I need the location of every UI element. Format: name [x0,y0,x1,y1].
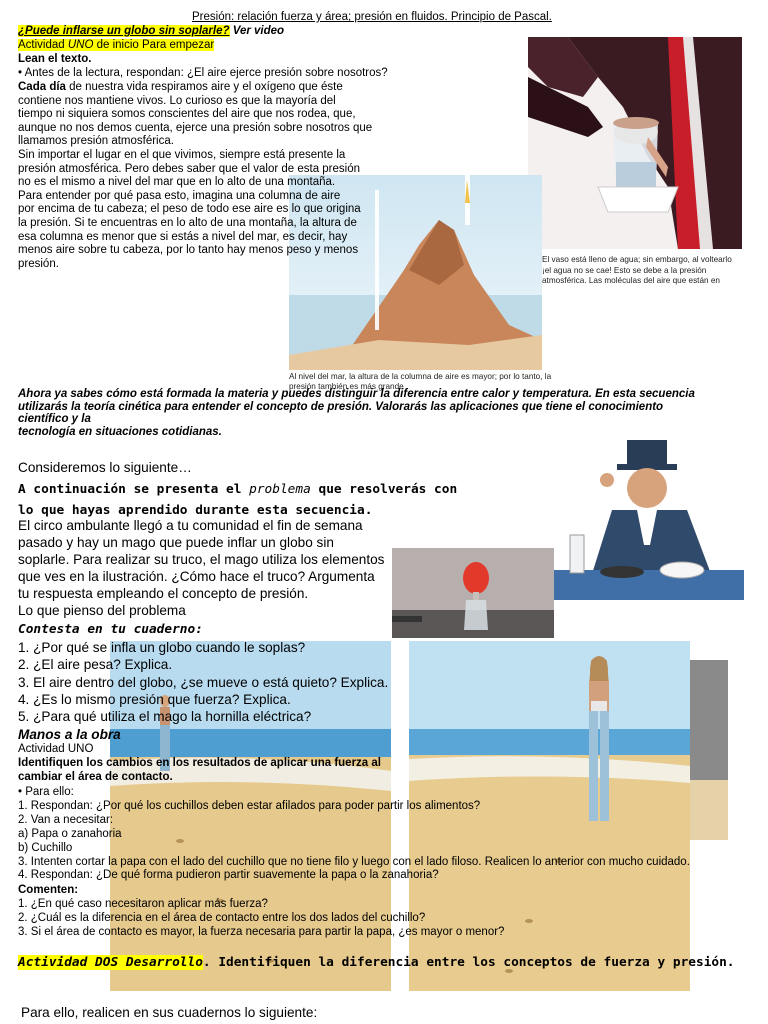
manos-activity: Actividad UNO [18,743,94,755]
magician-image [532,440,744,600]
balloon-bottle-photo [392,548,554,638]
activity-uno-label: Actividad UNO de inicio Para empezar [18,39,215,51]
intro-bullet: • Antes de la lectura, respondan: ¿El aire ejerce presión sobre nosotros? [18,67,388,79]
question-item: 2. ¿El aire pesa? Explica. [18,657,173,673]
activity-uno-line [18,39,214,53]
summary-paragraph: Ahora ya sabes cómo está formada la materia y puedes distinguir la diferencia entre calor y temperatura. En esta secuencia utilizarás la teoría cinética para entender el concepto de presión. Valorarás las aplicaciones que tiene el conocimiento científico y la tecnología en situaciones cotidianas. [18,388,695,438]
beach-photo-edge-light [690,780,728,840]
consideremos-text: Consideremos lo siguiente… [18,460,192,475]
manos-identifiquen: Identifiquen los cambios en los resultados de aplicar una fuerza al cambiar el área de contacto. [18,757,381,783]
intro-paragraph: Cada día de nuestra vida respiramos aire y el oxígeno que éste contiene nos mantiene vivos. Lo curioso es que la mayoría del tiempo ni siquiera somos conscientes del aire que nos rodea, que, aunque no nos demos cuenta, ejerce una presión sobre nosotros que llamamos presión atmosférica. Sin importar el lugar en el que vivimos, siempre está presente la presión atmosférica. Pero debes saber que el valor de esta presión no es el mismo a nivel del mar que en lo alto de una montaña. Para entender por qué pasa esto, imagina una columna de aire por encima de tu cabeza; el peso de todo ese aire es lo que origina la presión. Si te encuentras en lo alto de una montaña, la altura de esa columna es menor que si estás a nivel del mar, es decir, hay menos aire sobre tu cabeza, por lo tanto hay menos peso y menos presión. [18,81,373,270]
manos-steps: • Para ello: 1. Respondan: ¿Por qué los cuchillos deben estar afilados para poder partir los alimentos? 2. Van a necesitar: a) Papa o zanahoria b) Cuchillo 3. Intenten cortar la papa con el lado del cuchillo que no tiene filo y luego con el lado filoso. Realicen lo anterior con mucho cuidado. 4. Respondan: ¿De qué forma pudieron partir suavemente la papa o la zanahoria? [18,786,690,882]
actividad-dos-line: Actividad DOS Desarrollo. Identifiquen la diferencia entre los conceptos de fuerza y presión. [18,955,735,970]
question-item: 4. ¿Es lo mismo presión que fuerza? Explica. [18,691,291,707]
actividad-dos-label: Actividad DOS Desarrollo [18,955,203,970]
comenten-list: 1. ¿En qué caso necesitaron aplicar más fuerza? 2. ¿Cuál es la diferencia en el área de contacto entre los dos lados del cuchillo? 3. Si el área de contacto es mayor, la fuerza necesaria para partir la papa, ¿es mayor o menor? [18,898,505,938]
intro-question-line [18,25,284,39]
question-item: 5. ¿Para qué utiliza el mago la hornilla eléctrica? [18,709,312,725]
beach-photo-edge [690,660,728,780]
mountain-caption: Al nivel del mar, la altura de la columna de aire es mayor; por lo tanto, la presión también es más grande [289,372,552,391]
comenten-heading: Comenten: [18,884,79,896]
problem-paragraph: El circo ambulante llegó a tu comunidad el fin de semana pasado y hay un mago que puede inflar un globo sin soplarle. Para realizar su truco, el mago utiliza los elementos que ves en la ilustración. ¿Cómo hace el truco? Argumenta tu respuesta empleando el concepto de presión. Lo que pienso del problema [18,518,385,618]
video-link[interactable]: Ver video [229,25,285,37]
question-item: 1. ¿Por qué se infla un globo cuando le soplas? [18,640,306,655]
lean-text-heading: Lean el texto. [18,53,92,65]
glass-caption: El vaso está lleno de agua; sin embargo, al voltearlo ¡el agua no se cae! Esto se debe a la presión atmosférica. Las moléculas del aire que están en [542,255,732,286]
problem-heading: A continuación se presenta el problema que resolverás con lo que hayas aprendido durante esta secuencia. [18,482,458,518]
page-title: Presión: relación fuerza y área; presión en fluidos. Principio de Pascal. [192,11,552,23]
questions-list [18,639,388,725]
glass-experiment-image [528,37,742,249]
intro-question: ¿Puede inflarse un globo sin soplarle? [18,25,230,37]
contesta-heading: Contesta en tu cuaderno: [18,622,203,637]
manos-title: Manos a la obra [18,727,121,742]
question-item: 3. El aire dentro del globo, ¿se mueve o está quieto? Explica. [18,674,389,690]
para-ello-text: Para ello, realicen en sus cuadernos lo siguiente: [21,1005,318,1020]
